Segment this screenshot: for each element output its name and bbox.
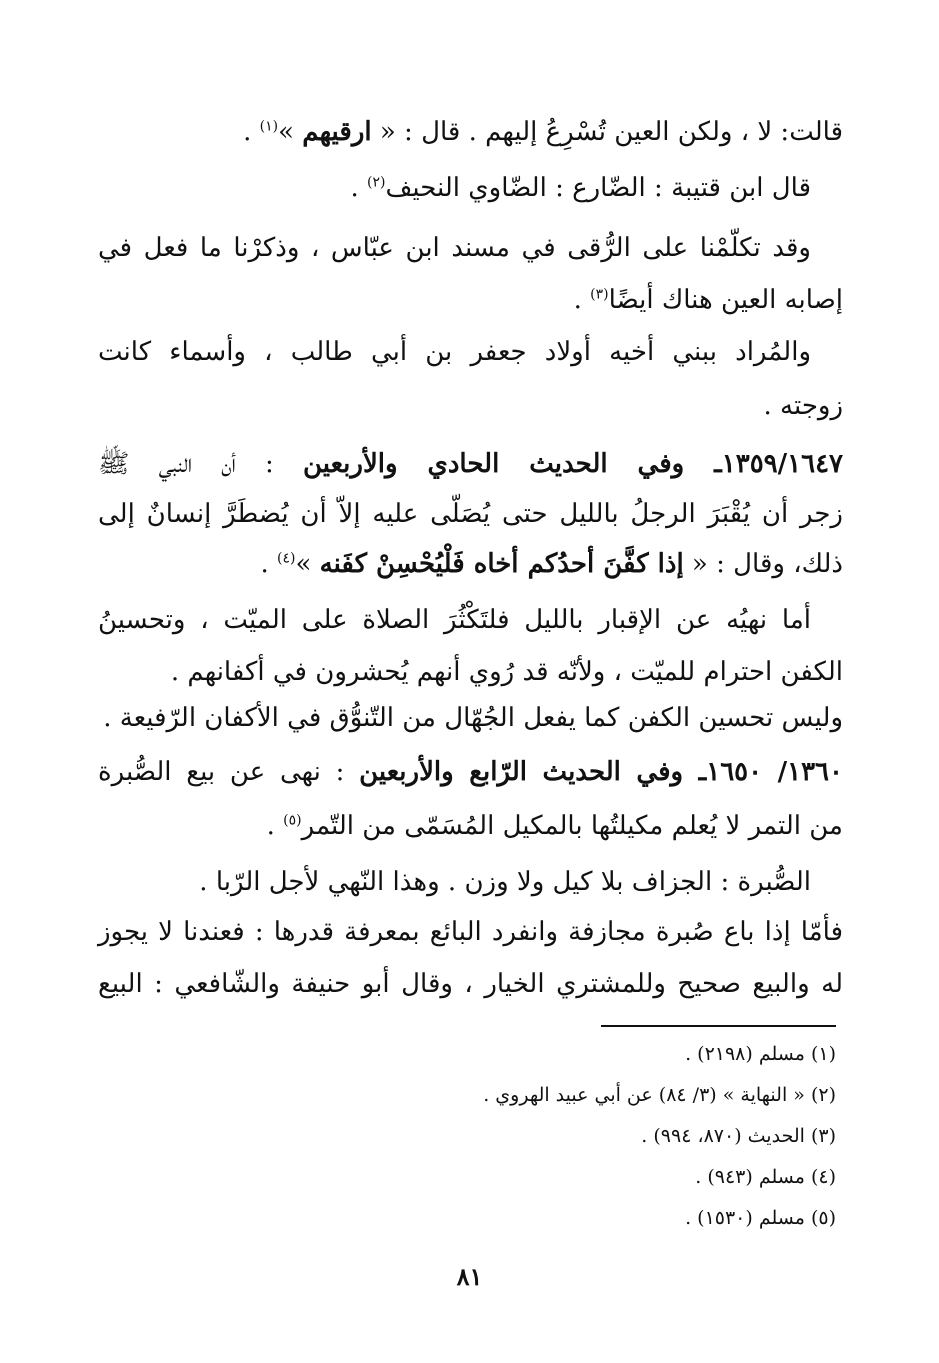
footnote-ref[interactable]: (٣) <box>590 286 609 303</box>
text-segment: والمُراد ببني أخيه أولاد جعفر بن أبي طالب ، وأسماء كانت <box>98 337 811 367</box>
page-number: ٨١ <box>456 1262 483 1291</box>
text-line <box>98 386 843 426</box>
text-segment: الصُّبرة : الجزاف بلا كيل ولا وزن . وهذا النّهي لأجل الرّبا . <box>199 867 811 897</box>
footnote: (٤) مسلم (٩٤٣) . <box>695 1166 836 1188</box>
text-line <box>98 228 811 268</box>
footnote: (١) مسلم (٢١٩٨) . <box>685 1043 836 1065</box>
text-line <box>98 600 811 640</box>
text-line <box>98 806 843 846</box>
text-line <box>98 862 811 902</box>
text-segment: قال ابن قتيبة : الضّارع : الضّاوي النحيف <box>385 173 811 203</box>
hadith-heading-line <box>98 752 843 792</box>
text-segment: وقد تكلّمْنا على الرُّقى في مسند ابن عبّاس ، وذكرْنا ما فعل في <box>98 233 811 263</box>
text-line <box>98 332 811 372</box>
text-segment: من التمر لا يُعلم مكيلتُها بالمكيل المُسَمّى من التّمر <box>301 811 843 841</box>
text-segment: . <box>573 285 591 315</box>
footnote-ref[interactable]: (١) <box>259 118 279 135</box>
hadith-heading-line <box>98 444 843 484</box>
text-segment: إصابه العين هناك أيضًا <box>608 285 843 315</box>
text-line <box>98 280 843 320</box>
quoted-hadith: إذا كفَّنَ أحدُكم أخاه فَلْيُحْسِنْ كفَنه <box>319 549 684 579</box>
text-line <box>98 652 843 692</box>
text-segment: وليس تحسين الكفن كما يفعل الجُهّال من التّنوُّق في الأكفان الرّفيعة . <box>103 703 843 733</box>
text-line <box>98 964 843 1004</box>
text-segment: الكفن احترام للميّت ، ولأنّه قد رُوي أنهم يُحشرون في أكفانهم . <box>170 657 843 687</box>
text-line <box>98 168 811 208</box>
quoted-hadith: ارقيهم <box>302 117 372 147</box>
hadith-heading: ١٣٦٠/ ١٦٥٠ـ وفي الحديث الرّابع والأربعين <box>359 757 843 787</box>
text-segment: زجر أن يُقْبَرَ الرجلُ بالليل حتى يُصَلّى عليه إلاّ أن يُضطَرَّ إنسانٌ إلى <box>98 499 843 529</box>
footnote-ref[interactable]: (٢) <box>367 174 386 191</box>
text-line <box>98 698 843 738</box>
text-segment: . <box>266 811 284 841</box>
text-line <box>98 544 843 584</box>
text-segment: : أن النبي ﷺ <box>98 449 303 479</box>
text-segment: » <box>278 117 303 147</box>
footnote-ref[interactable]: (٥) <box>283 812 302 829</box>
text-segment: . <box>243 117 260 147</box>
text-segment: أما نهيُه عن الإقبار بالليل فلتَكْثُرَ الصلاة على الميّت ، وتحسينُ <box>98 605 811 635</box>
text-segment: : نهى عن بيع الصُّبرة <box>98 757 360 787</box>
footnote: (٣) الحديث (٨٧٠، ٩٩٤) . <box>641 1125 836 1147</box>
text-segment: . <box>350 173 368 203</box>
hadith-heading: ١٣٥٩/١٦٤٧ـ وفي الحديث الحادي والأربعين <box>302 449 843 479</box>
footnote: (٥) مسلم (١٥٣٠) . <box>685 1207 836 1229</box>
footnote-ref[interactable]: (٤) <box>276 550 296 567</box>
text-segment: قالت: لا ، ولكن العين تُسْرِعُ إليهم . قال : « <box>371 117 843 147</box>
footnote: (٢) « النهاية » (٣/ ٨٤) عن أبي عبيد الهروي . <box>483 1084 836 1106</box>
text-line <box>98 112 843 152</box>
text-segment: . <box>260 549 277 579</box>
text-segment: ذلك، وقال : « <box>683 549 843 579</box>
text-line <box>98 494 843 534</box>
text-segment: زوجته . <box>763 391 843 421</box>
text-segment: فأمّا إذا باع صُبرة مجازفة وانفرد البائع بمعرفة قدرها : فعندنا لا يجوز <box>98 917 843 947</box>
text-segment: له والبيع صحيح وللمشتري الخيار ، وقال أبو حنيفة والشّافعي : البيع <box>98 969 843 999</box>
text-segment: » <box>295 549 320 579</box>
footnote-separator <box>601 1025 836 1027</box>
text-line <box>98 912 843 952</box>
